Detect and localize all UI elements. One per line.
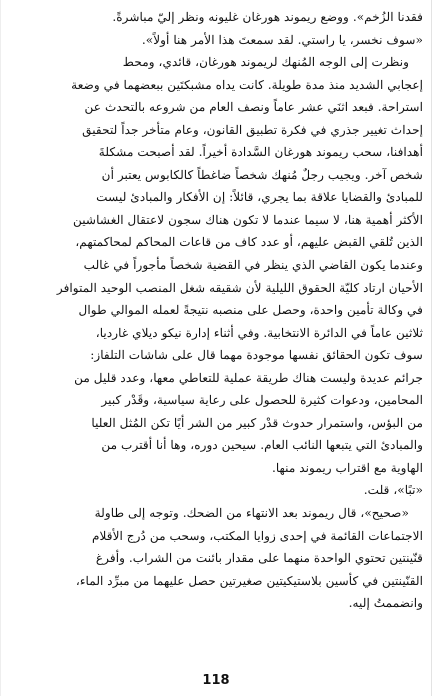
text-line: الذين تُلقي القبض عليهم، أو عدد كاف من قاعات المحاكم لمحاكمتهم، [75, 235, 423, 250]
text-line: ثلاثين عاماً في الدائرة الانتخابية. وفي أثناء إدارة نيكو ديلاي غارديا، [95, 325, 423, 340]
text-line: شخص آخر. ويجيب رجلٌ مُنهك شخصاً ضاغطاً كالكابوس يعتبر أن [101, 167, 423, 182]
text-line: فقدنا الزُخم». ووضع ريموند هورغان غليونه ونظر إليّ مباشرةً. [112, 10, 423, 24]
text-line: «سوف نخسر، يا راستي. لقد سمعتَ هذا الأمر هنا أولاً». [141, 32, 423, 47]
text-line: القنّينتين في كأسين بلاستيكيتين صغيرتين حصل عليهما من مبرِّد الماء، [75, 573, 423, 588]
text-line: استراحة. فبعد اثنَي عشر عاماً ونصف العام من شروعه بالتحدث عن [84, 100, 423, 115]
text-line: «تبًا»، قلت. [363, 483, 423, 498]
page-number: 118 [202, 673, 230, 688]
text-line: الأحيان ارتاد كليّة الحقوق الليلية لأن شقيقه شغل المنصب الوحيد المتوافر [56, 280, 423, 295]
body-text [9, 6, 423, 615]
text-line: إعجابي الشديد منذ مدة طويلة. كانت يداه مشبكتَين ببعضهما في وضعة [71, 77, 423, 92]
text-line: الأكثر أهمية هنا، لا سيما عندما لا تكون هناك سجون لاعتقال الغشاشين [72, 212, 423, 227]
text-line: من البؤس، واستمرار حدوث قدْر كبير من الشر أيًا تكن المُثل العليا [91, 415, 423, 430]
text-line: وعندما يكون القاضي الذي ينظر في القضية شخصاً مأجوراً في غالب [83, 258, 423, 273]
text-line: سوف تكون الحقائق نفسها موجودة مهما قال على شاشات التلفاز: [90, 348, 423, 363]
text-line: ونظرت إلى الوجه المُنهك لريموند هورغان، قائدي، ومحط [122, 55, 409, 70]
text-line: قنّينتين تحتوي الواحدة منهما على مقدار بائنت من الشراب. وأفرغ [95, 551, 423, 566]
text-line: إحداث تغيير جذري في فكرة تطبيق القانون، وعام متأخر جداً لتحقيق [82, 122, 423, 137]
text-line: جرائم عديدة وليست هناك طريقة عملية للتعاطي معها، وعدد قليل من [74, 370, 423, 385]
text-line: الاجتماعات القائمة في إحدى زوايا المكتب، وسحب من دُرج الأقلام [91, 528, 423, 543]
text-line: والمبادئ التي يتبعها النائب العام. سيحين دوره، وها أنا أقترب من [101, 438, 423, 453]
text-line: أهدافنا، سحب ريموند هورغان السَّدادة أخيراً. لقد أصبحت مشكلةَ [98, 145, 423, 160]
text-line: وانضممتُ إليه. [348, 596, 423, 611]
text-line: للمبادئ والقضايا علاقة بما يجري، قائلاً: إن الأفكار والمبادئ ليست [96, 190, 423, 205]
text-line: الهاوية مع اقتراب ريموند منها. [271, 460, 423, 475]
text-line: المحامين، ودعوات كثيرة للحصول على رعاية سياسية، وقَدْر كبير [101, 393, 423, 408]
text-line: «صحيح»، قال ريموند بعد الانتهاء من الضحك. وتوجه إلى طاولة [94, 506, 409, 521]
text-line: في وكالة تأمين واحدة، وحصل على منصبه نتيجةً لعمله الموالي طوال [78, 303, 423, 318]
